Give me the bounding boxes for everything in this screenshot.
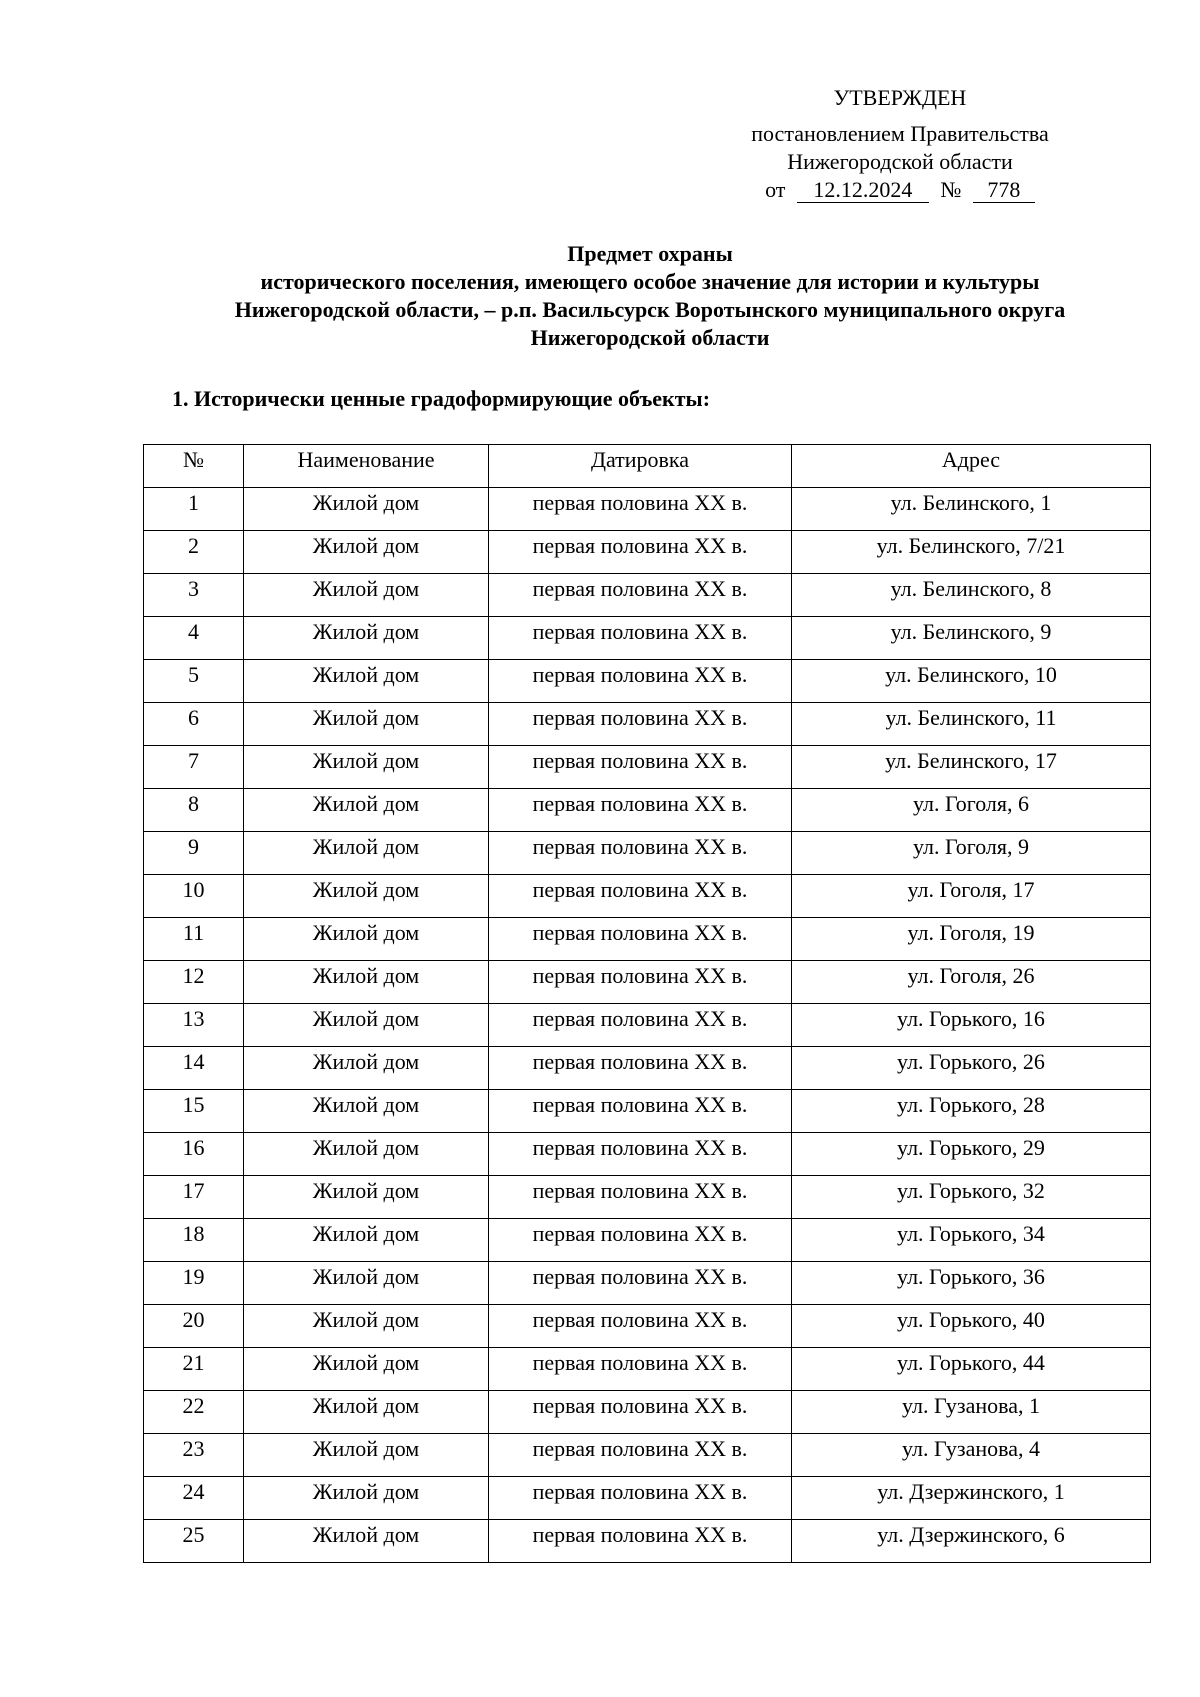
cell-address: ул. Горького, 32: [792, 1176, 1151, 1219]
table-row: [144, 1520, 1151, 1563]
cell-dating: первая половина XX в.: [489, 961, 792, 1004]
table-body: [144, 488, 1151, 1563]
table-row: [144, 1262, 1151, 1305]
cell-name: Жилой дом: [244, 961, 489, 1004]
cell-address: ул. Горького, 36: [792, 1262, 1151, 1305]
cell-dating: первая половина XX в.: [489, 1477, 792, 1520]
cell-number: 19: [144, 1262, 244, 1305]
cell-address: ул. Горького, 16: [792, 1004, 1151, 1047]
cell-address: ул. Гузанова, 1: [792, 1391, 1151, 1434]
cell-name: Жилой дом: [244, 1176, 489, 1219]
cell-name: Жилой дом: [244, 1305, 489, 1348]
cell-number: 6: [144, 703, 244, 746]
cell-name: Жилой дом: [244, 1477, 489, 1520]
approval-block: [720, 84, 1080, 204]
table-row: [144, 660, 1151, 703]
table-row: [144, 789, 1151, 832]
cell-dating: первая половина XX в.: [489, 1520, 792, 1563]
cell-dating: первая половина XX в.: [489, 488, 792, 531]
cell-address: ул. Гоголя, 9: [792, 832, 1151, 875]
title-line-1: Предмет охраны: [567, 241, 733, 266]
cell-number: 10: [144, 875, 244, 918]
objects-table: [143, 444, 1151, 1563]
cell-dating: первая половина XX в.: [489, 1176, 792, 1219]
table-row: [144, 617, 1151, 660]
cell-number: 3: [144, 574, 244, 617]
header-address: Адрес: [792, 445, 1151, 488]
cell-number: 24: [144, 1477, 244, 1520]
cell-number: 5: [144, 660, 244, 703]
cell-address: ул. Дзержинского, 1: [792, 1477, 1151, 1520]
cell-dating: первая половина XX в.: [489, 1434, 792, 1477]
cell-address: ул. Гоголя, 19: [792, 918, 1151, 961]
cell-name: Жилой дом: [244, 789, 489, 832]
approval-number: 778: [973, 178, 1035, 203]
cell-name: Жилой дом: [244, 617, 489, 660]
cell-dating: первая половина XX в.: [489, 1090, 792, 1133]
cell-name: Жилой дом: [244, 1520, 489, 1563]
cell-number: 22: [144, 1391, 244, 1434]
approval-date-line: [765, 176, 1035, 204]
cell-name: Жилой дом: [244, 1262, 489, 1305]
table-row: [144, 1133, 1151, 1176]
cell-dating: первая половина XX в.: [489, 574, 792, 617]
cell-name: Жилой дом: [244, 488, 489, 531]
cell-name: Жилой дом: [244, 703, 489, 746]
table-row: [144, 1004, 1151, 1047]
cell-address: ул. Горького, 28: [792, 1090, 1151, 1133]
cell-dating: первая половина XX в.: [489, 1391, 792, 1434]
document-title: [100, 240, 1200, 352]
cell-number: 8: [144, 789, 244, 832]
cell-name: Жилой дом: [244, 746, 489, 789]
cell-address: ул. Белинского, 17: [792, 746, 1151, 789]
cell-address: ул. Гузанова, 4: [792, 1434, 1151, 1477]
cell-dating: первая половина XX в.: [489, 875, 792, 918]
cell-number: 1: [144, 488, 244, 531]
cell-address: ул. Дзержинского, 6: [792, 1520, 1151, 1563]
cell-address: ул. Белинского, 9: [792, 617, 1151, 660]
cell-name: Жилой дом: [244, 1004, 489, 1047]
cell-name: Жилой дом: [244, 660, 489, 703]
cell-number: 9: [144, 832, 244, 875]
cell-address: ул. Горького, 29: [792, 1133, 1151, 1176]
cell-dating: первая половина XX в.: [489, 703, 792, 746]
table-header-row: [144, 445, 1151, 488]
table-row: [144, 1391, 1151, 1434]
cell-name: Жилой дом: [244, 1391, 489, 1434]
number-label: №: [940, 177, 962, 202]
cell-number: 23: [144, 1434, 244, 1477]
table-row: [144, 1477, 1151, 1520]
approved-label: УТВЕРЖДЕН: [833, 85, 967, 110]
cell-name: Жилой дом: [244, 875, 489, 918]
cell-name: Жилой дом: [244, 531, 489, 574]
header-number: №: [144, 445, 244, 488]
cell-address: ул. Гоголя, 26: [792, 961, 1151, 1004]
cell-number: 17: [144, 1176, 244, 1219]
cell-dating: первая половина XX в.: [489, 832, 792, 875]
approval-line-1: постановлением Правительства: [751, 121, 1049, 146]
table-row: [144, 703, 1151, 746]
cell-number: 2: [144, 531, 244, 574]
table-row: [144, 832, 1151, 875]
cell-number: 16: [144, 1133, 244, 1176]
cell-address: ул. Горького, 34: [792, 1219, 1151, 1262]
title-line-3: Нижегородской области, – р.п. Васильсурск Воротынского муниципального округа: [234, 297, 1066, 322]
table-row: [144, 488, 1151, 531]
cell-address: ул. Белинского, 7/21: [792, 531, 1151, 574]
cell-dating: первая половина XX в.: [489, 1004, 792, 1047]
cell-dating: первая половина XX в.: [489, 617, 792, 660]
table-row: [144, 1176, 1151, 1219]
header-name: Наименование: [244, 445, 489, 488]
cell-address: ул. Горького, 40: [792, 1305, 1151, 1348]
cell-address: ул. Белинского, 10: [792, 660, 1151, 703]
cell-number: 11: [144, 918, 244, 961]
cell-name: Жилой дом: [244, 1348, 489, 1391]
cell-number: 7: [144, 746, 244, 789]
cell-number: 4: [144, 617, 244, 660]
cell-dating: первая половина XX в.: [489, 1305, 792, 1348]
table-row: [144, 961, 1151, 1004]
cell-dating: первая половина XX в.: [489, 1219, 792, 1262]
table-row: [144, 1219, 1151, 1262]
approval-line-2: Нижегородской области: [787, 149, 1013, 174]
cell-name: Жилой дом: [244, 918, 489, 961]
cell-number: 21: [144, 1348, 244, 1391]
cell-number: 20: [144, 1305, 244, 1348]
cell-dating: первая половина XX в.: [489, 531, 792, 574]
from-label: от: [765, 177, 786, 202]
title-line-4: Нижегородской области: [530, 325, 770, 350]
table-row: [144, 1434, 1151, 1477]
cell-address: ул. Белинского, 8: [792, 574, 1151, 617]
cell-name: Жилой дом: [244, 1047, 489, 1090]
approval-date: 12.12.2024: [797, 178, 929, 203]
table-row: [144, 746, 1151, 789]
cell-dating: первая половина XX в.: [489, 789, 792, 832]
cell-name: Жилой дом: [244, 1090, 489, 1133]
table-row: [144, 875, 1151, 918]
cell-dating: первая половина XX в.: [489, 1047, 792, 1090]
cell-address: ул. Горького, 26: [792, 1047, 1151, 1090]
cell-number: 15: [144, 1090, 244, 1133]
cell-name: Жилой дом: [244, 1219, 489, 1262]
section-heading: 1. Исторически ценные градоформирующие объекты:: [172, 386, 711, 411]
table-row: [144, 1047, 1151, 1090]
cell-number: 14: [144, 1047, 244, 1090]
cell-dating: первая половина XX в.: [489, 660, 792, 703]
cell-dating: первая половина XX в.: [489, 746, 792, 789]
cell-name: Жилой дом: [244, 1133, 489, 1176]
header-dating: Датировка: [489, 445, 792, 488]
cell-number: 18: [144, 1219, 244, 1262]
cell-name: Жилой дом: [244, 832, 489, 875]
cell-number: 25: [144, 1520, 244, 1563]
title-line-2: исторического поселения, имеющего особое значение для истории и культуры: [260, 269, 1040, 294]
cell-dating: первая половина XX в.: [489, 918, 792, 961]
cell-dating: первая половина XX в.: [489, 1133, 792, 1176]
table-row: [144, 1090, 1151, 1133]
table-row: [144, 1348, 1151, 1391]
table-row: [144, 531, 1151, 574]
cell-address: ул. Белинского, 11: [792, 703, 1151, 746]
cell-address: ул. Гоголя, 17: [792, 875, 1151, 918]
cell-address: ул. Белинского, 1: [792, 488, 1151, 531]
cell-dating: первая половина XX в.: [489, 1262, 792, 1305]
table-row: [144, 574, 1151, 617]
cell-dating: первая половина XX в.: [489, 1348, 792, 1391]
cell-address: ул. Горького, 44: [792, 1348, 1151, 1391]
cell-number: 13: [144, 1004, 244, 1047]
table-row: [144, 1305, 1151, 1348]
cell-address: ул. Гоголя, 6: [792, 789, 1151, 832]
cell-name: Жилой дом: [244, 1434, 489, 1477]
cell-number: 12: [144, 961, 244, 1004]
table-row: [144, 918, 1151, 961]
cell-name: Жилой дом: [244, 574, 489, 617]
